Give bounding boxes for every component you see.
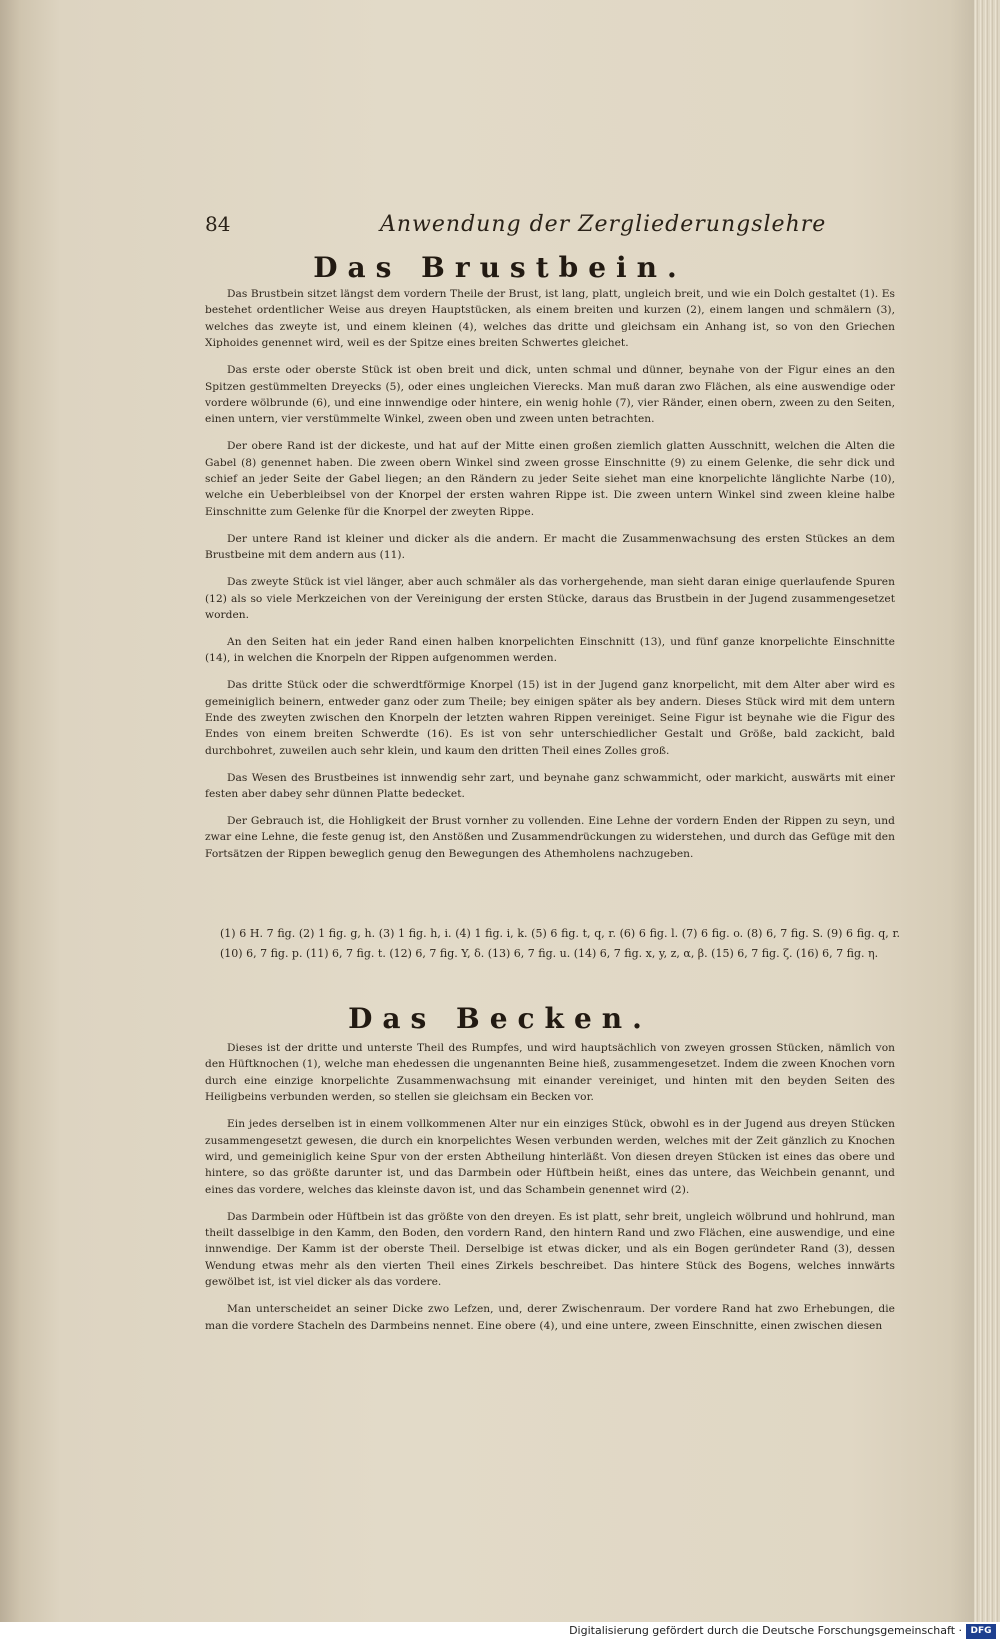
page-edge (974, 0, 1000, 1642)
page-number: 84 (205, 212, 231, 236)
paragraph: Dieses ist der dritte und unterste Theil des Rumpfes, und wird hauptsächlich von zweyen grossen Stücken, nämlich von den Hüftknochen (1), welche man ehedessen die ungenannten Beine hieß, zusammengesetzet. Indem die zween Knochen vorn durch eine einzige knorpelichte Zusammenwachsung mit einander vereiniget, und hinten mit den beyden Seiten des Heiligbeins verbunden werden, so stellen sie gleichsam ein Becken vor. (205, 1042, 895, 1104)
paragraph: Ein jedes derselben ist in einem vollkommenen Alter nur ein einziges Stück, obwohl es in der Jugend aus dreyen Stücken zusammengesetzt gewesen, die durch ein knorpelichtes Wesen verbunden werden, welches mit der Zeit gänzlich zu Knochen wird, und gemeiniglich keine Spur von der ersten Abtheilung hinterläßt. Von diesen dreyen Stücken ist eines das obere und hintere, so das größte darunter ist, und das Darmbein oder Hüftbein heißt, eines das untere, das Weichbein genannt, und eines das vordere, welches das kleinste davon ist, und das Schambein genennet wird (2). (205, 1118, 895, 1196)
dfg-logo: DFG (966, 1624, 996, 1639)
section-body-becken (205, 1040, 895, 1345)
section-body-brustbein (205, 286, 895, 873)
paragraph: Der untere Rand ist kleiner und dicker als die andern. Er macht die Zusammenwachsung des ersten Stückes an dem Brustbeine mit dem andern aus (11). (205, 532, 895, 562)
footnotes: (1) 6 H. 7 fig. (2) 1 fig. g, h. (3) 1 fig. h, i. (4) 1 fig. i, k. (5) 6 fig. t, q, r. (6) 6 fig. l. (7) 6 fig. o. (8) 6, 7 fig. S. (9) 6 fig. q, r. (10) 6, 7 fig. p. (11) 6, 7 fig. t. (12) 6, 7 fig. Y, δ. (13) 6, 7 fig. u. (14) 6, 7 fig. x, y, z, α, β. (15) 6, 7 fig. ζ. (16) 6, 7 fig. η. (220, 927, 900, 960)
paragraph: Das dritte Stück oder die schwerdtförmige Knorpel (15) ist in der Jugend ganz knorpelicht, mit dem Alter aber wird es gemeiniglich beinern, entweder ganz oder zum Theile; bey einigen später als bey andern. Dieses Stück wird mit dem untern Ende des zweyten zwischen den Knorpeln der letzten wahren Rippen vereiniget. Seine Figur ist beynahe wie die Figur des Endes von einem breiten Schwerdte (16). Es ist von sehr unterschiedlicher Gestalt und Größe, bald zackicht, bald durchbohret, zuweilen auch sehr klein, und kaum den dritten Theil eines Zolles groß. (205, 679, 895, 757)
footer-credit-text: Digitalisierung gefördert durch die Deutsche Forschungsgemeinschaft · (569, 1624, 962, 1637)
digitization-footer (0, 1622, 1000, 1642)
paragraph: Der obere Rand ist der dickeste, und hat auf der Mitte einen großen ziemlich glatten Ausschnitt, welchen die Alten die Gabel (8) genennet haben. Die zween obern Winkel sind zween grosse Einschnitte (9) zu einem Gelenke, die sehr dick und schief an jeder Seite der Gabel liegen; an den Rändern zu jeder Seite siehet man eine knorpelichte länglichte Narbe (10), welche ein Ueberbleibsel von der Knorpel der ersten wahren Rippe ist. Die zween untern Winkel sind zween kleine halbe Einschnitte zum Gelenke für die Knorpel der zweyten Rippe. (205, 440, 895, 518)
paragraph: Der Gebrauch ist, die Hohligkeit der Brust vornher zu vollenden. Eine Lehne der vordern Enden der Rippen zu seyn, und zwar eine Lehne, die feste genug ist, den Anstößen und Zusammendrückungen zu widerstehen, und durch das Gefüge mit den Fortsätzen der Rippen beweglich genug den Bewegungen des Athemholens nachzugeben. (205, 814, 895, 860)
paragraph: Man unterscheidet an seiner Dicke zwo Lefzen, und, derer Zwischenraum. Der vordere Rand hat zwo Erhebungen, die man die vordere Stacheln des Darmbeins nennet. Eine obere (4), und eine untere, zween Einschnitte, einen zwischen diesen (205, 1303, 895, 1332)
page-header (205, 212, 905, 252)
section-heading-becken: Das Becken. (348, 1002, 652, 1035)
paragraph: An den Seiten hat ein jeder Rand einen halben knorpelichten Einschnitt (13), und fünf ganze knorpelichte Einschnitte (14), in welchen die Knorpeln der Rippen aufgenommen werden. (205, 635, 895, 665)
paragraph: Das Wesen des Brustbeines ist innwendig sehr zart, und beynahe ganz schwammicht, oder markicht, auswärts mit einer festen aber dabey sehr dünnen Platte bedecket. (205, 771, 895, 801)
running-title: Anwendung der Zergliederungslehre (380, 212, 827, 237)
paragraph: Das erste oder oberste Stück ist oben breit und dick, unten schmal und dünner, beynahe von der Figur eines an den Spitzen gestümmelten Dreyecks (5), oder eines ungleichen Vierecks. Man muß daran zwo Flächen, als eine auswendige oder vordere wölbrunde (6), und eine innwendige oder hintere, ein wenig hohle (7), vier Ränder, einen obern, zween zu den Seiten, einen untern, vier verstümmelte Winkel, zween oben und zween unten betrachten. (205, 364, 895, 426)
paragraph: Das Brustbein sitzet längst dem vordern Theile der Brust, ist lang, platt, ungleich breit, und wie ein Dolch gestaltet (1). Es bestehet ordentlicher Weise aus dreyen Hauptstücken, als einem breiten und kurzen (2), einem langen und schmälern (3), welches das zweyte ist, und einem kleinen (4), welches das dritte und gleichsam ein Anhang ist, so von den Griechen Xiphoides genennet wird, weil es der Spitze eines breiten Schwertes gleichet. (205, 288, 895, 350)
section-heading-brustbein: Das Brustbein. (313, 251, 687, 284)
paragraph: Das Darmbein oder Hüftbein ist das größte von den dreyen. Es ist platt, sehr breit, ungleich wölbrund und hohlrund, man theilt dasselbige in den Kamm, den Boden, den vordern Rand, den hintern Rand und zwo Flächen, eine auswendige, und eine innwendige. Der Kamm ist der oberste Theil. Derselbige ist etwas dicker, und als ein Bogen geründeter Rand (3), dessen Wendung etwas mehr als den vierten Theil eines Zirkels beschreibet. Das hintere Stück des Bogens, welches innwärts gewölbet ist, ist viel dicker als das vordere. (205, 1210, 895, 1289)
paragraph: Das zweyte Stück ist viel länger, aber auch schmäler als das vorhergehende, man sieht daran einige querlaufende Spuren (12) als so viele Merkzeichen von der Vereinigung der ersten Stücke, daraus das Brustbein in der Jugend zusammengesetzet worden. (205, 576, 895, 621)
